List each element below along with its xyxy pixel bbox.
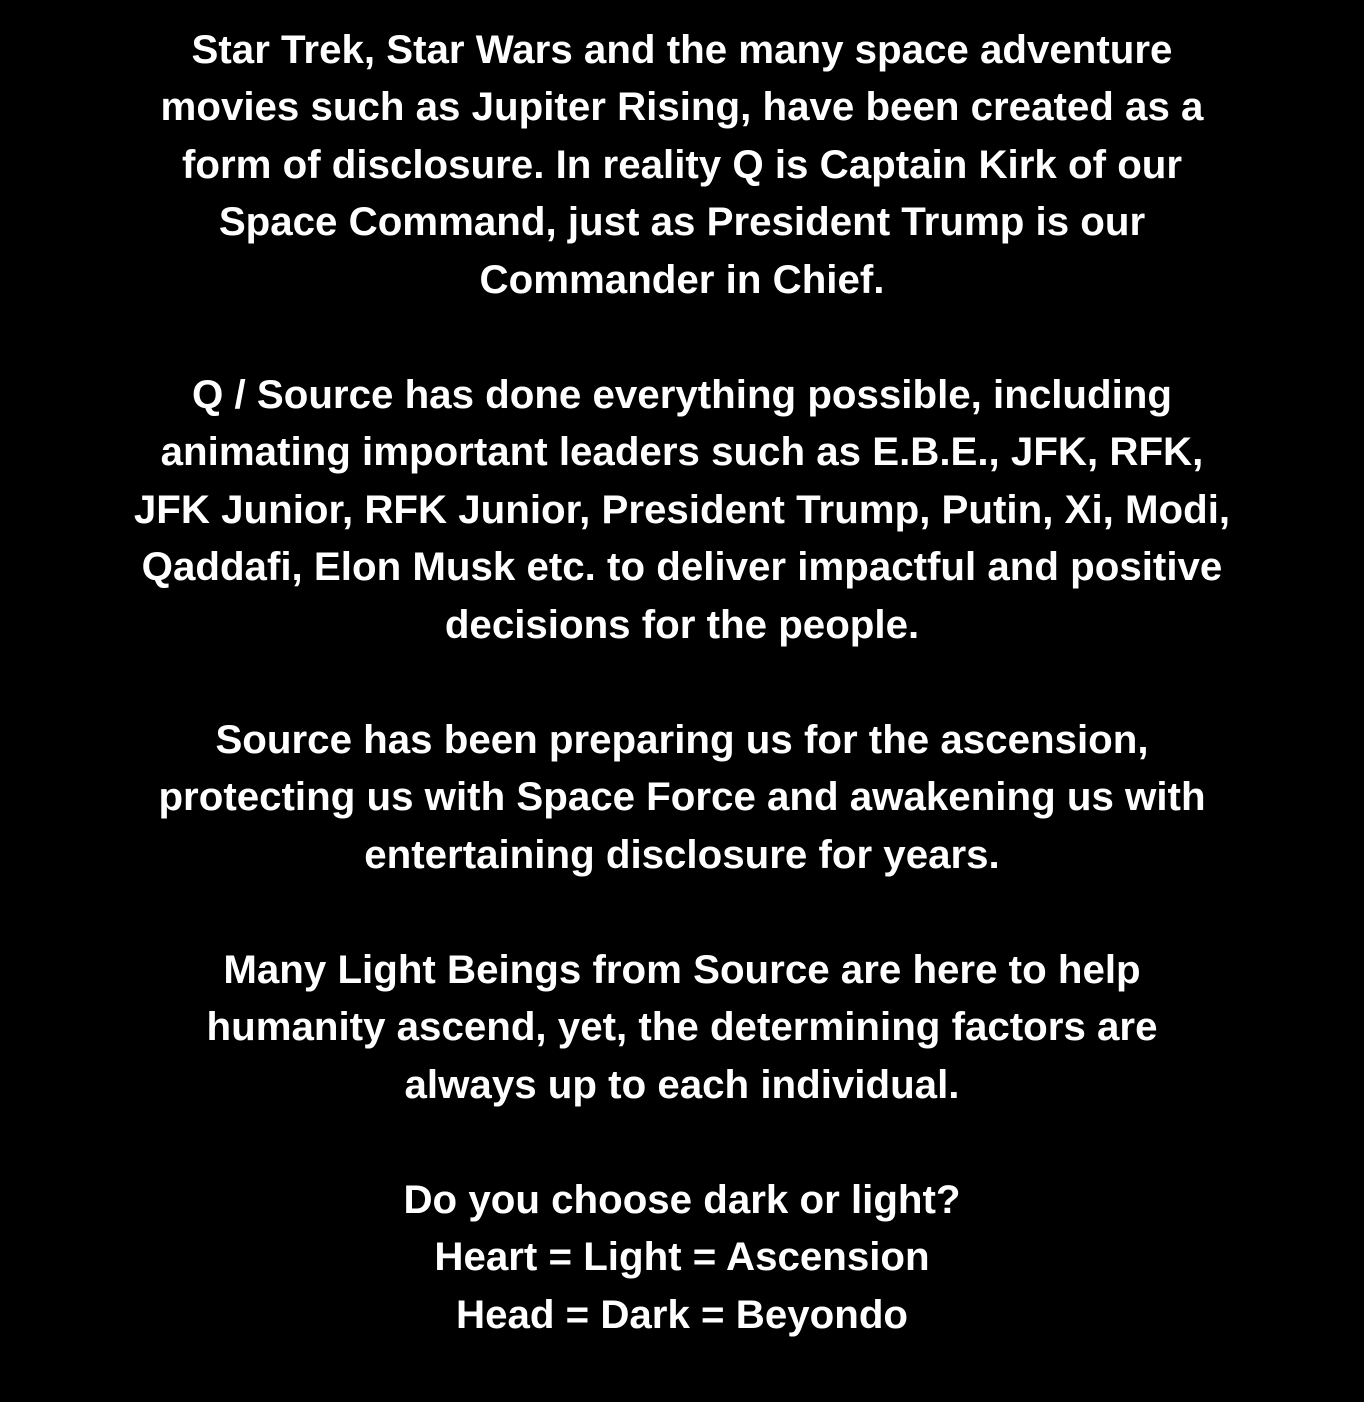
text-line: animating important leaders such as E.B.E., JFK, RFK, (160, 429, 1204, 474)
text-line: movies such as Jupiter Rising, have been created as a (160, 84, 1204, 129)
text-line: Qaddafi, Elon Musk etc. to deliver impactful and positive (141, 544, 1223, 589)
text-line: Many Light Beings from Source are here to help (223, 947, 1141, 992)
text-line: Star Trek, Star Wars and the many space adventure (191, 27, 1173, 72)
text-line: humanity ascend, yet, the determining factors are (206, 1004, 1158, 1049)
text-line: Heart = Light = Ascension (434, 1234, 930, 1279)
text-line: protecting us with Space Force and awakening us with (158, 774, 1206, 819)
text-line: form of disclosure. In reality Q is Captain Kirk of our (181, 142, 1183, 187)
text-line: Space Command, just as President Trump is our (218, 199, 1146, 244)
text-line: always up to each individual. (404, 1062, 960, 1107)
text-line: entertaining disclosure for years. (364, 832, 1000, 877)
text-line: decisions for the people. (444, 602, 920, 647)
text-line: Source has been preparing us for the ascension, (215, 717, 1149, 762)
text-line: Head = Dark = Beyondo (455, 1292, 909, 1337)
text-line: Q / Source has done everything possible, including (192, 372, 1172, 417)
text-line: JFK Junior, RFK Junior, President Trump, Putin, Xi, Modi, (133, 487, 1231, 532)
text-line: Do you choose dark or light? (403, 1177, 961, 1222)
text-line: Commander in Chief. (479, 257, 885, 302)
